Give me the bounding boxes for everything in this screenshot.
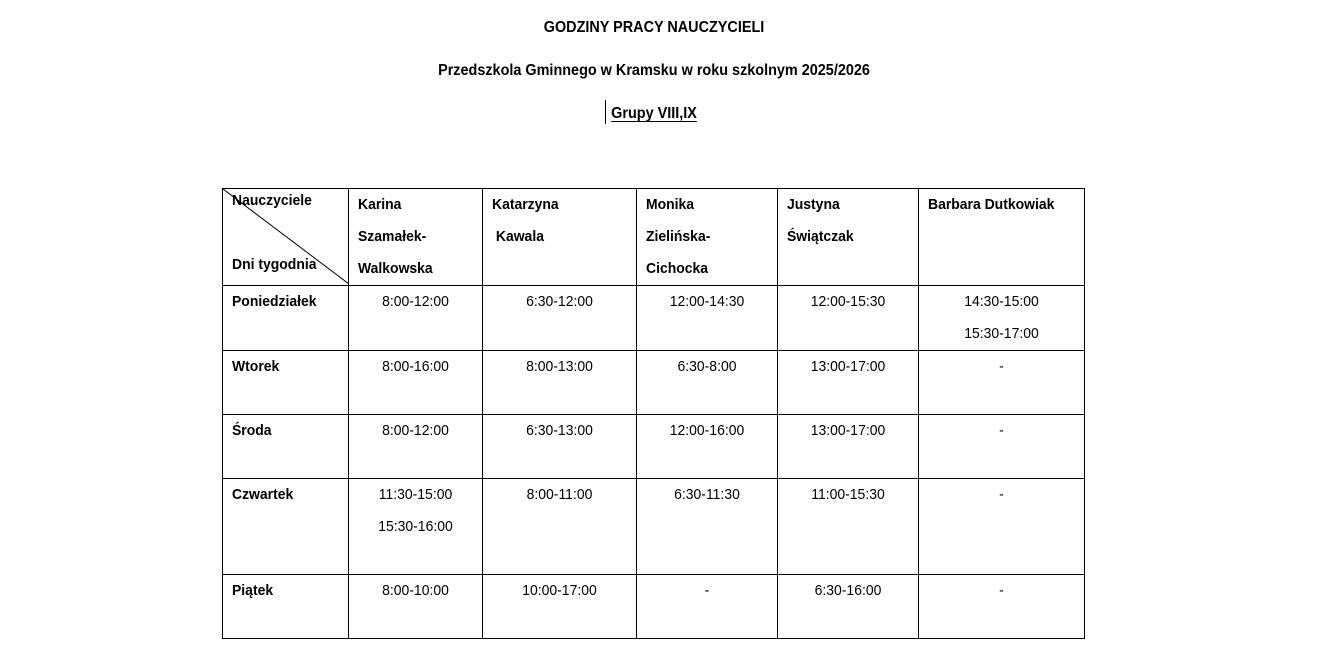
hours-cell [483,286,637,351]
day-cell [223,286,349,351]
day-label: Środa [232,422,272,439]
document-subtitle: Przedszkola Gminnego w Kramsku w roku szkolnym 2025/2026 [438,62,870,79]
schedule-row [223,351,1085,415]
corner-label-days: Dni tygodnia [232,256,317,273]
schedule-table [222,188,1085,639]
teacher-name-line: Barbara Dutkowiak [928,196,1055,213]
hours-value: 13:00-17:00 [810,358,886,375]
teacher-name-line: Cichocka [646,260,709,277]
day-label: Poniedziałek [232,293,317,310]
corner-cell [223,189,349,286]
hours-value: 12:00-15:30 [810,293,886,310]
text-cursor [605,100,606,124]
hours-cell [349,351,483,415]
teacher-name-line: Justyna [787,196,840,213]
teacher-name-line: Świątczak [787,228,854,245]
hours-value: 6:30-16:00 [814,582,882,599]
hours-cell [483,479,637,575]
teacher-header [778,189,919,286]
schedule-row [223,415,1085,479]
hours-value: 8:00-12:00 [382,422,449,439]
hours-cell [637,351,778,415]
hours-cell [919,286,1085,351]
hours-value: 8:00-16:00 [382,358,449,375]
hours-cell [919,351,1085,415]
hours-value: 8:00-12:00 [382,293,449,310]
teacher-name-line: Zielińska- [646,228,711,245]
corner-label-teachers: Nauczyciele [232,192,312,209]
teacher-name-line: Szamałek- [358,228,427,245]
day-label: Czwartek [232,486,294,503]
hours-cell [919,479,1085,575]
hours-value: - [999,486,1004,503]
hours-cell [637,575,778,639]
teacher-header [919,189,1085,286]
day-label: Piątek [232,582,274,599]
hours-cell [637,415,778,479]
hours-value: - [999,582,1004,599]
hours-cell [919,415,1085,479]
hours-value: 13:00-17:00 [810,422,886,439]
day-cell [223,575,349,639]
hours-value: - [704,582,710,599]
hours-cell [349,286,483,351]
header-row [223,189,1085,286]
day-cell [223,351,349,415]
teacher-header [349,189,483,286]
teacher-header [637,189,778,286]
day-cell [223,415,349,479]
hours-cell [349,575,483,639]
teacher-name-line: Walkowska [358,260,433,277]
hours-value: 15:30-16:00 [378,518,453,535]
hours-value: 12:00-16:00 [669,422,745,439]
schedule-row [223,286,1085,351]
schedule-row [223,479,1085,575]
hours-value: 12:00-14:30 [669,293,745,310]
hours-cell [483,575,637,639]
hours-cell [637,286,778,351]
hours-cell [778,415,919,479]
groups-heading: Grupy VIII,IX [611,105,697,122]
hours-value: 10:00-17:00 [522,582,597,599]
document-title: GODZINY PRACY NAUCZYCIELI [543,19,765,36]
hours-cell [483,415,637,479]
teacher-header [483,189,637,286]
schedule-row [223,575,1085,639]
hours-cell [778,479,919,575]
hours-value: 6:30-12:00 [526,293,593,310]
hours-cell [919,575,1085,639]
hours-value: 6:30-8:00 [677,358,737,375]
teacher-name-line: Monika [646,196,695,213]
hours-value: 11:00-15:30 [811,486,885,503]
hours-cell [349,479,483,575]
hours-value: 14:30-15:00 [964,293,1039,310]
teacher-name-line: Karina [358,196,402,213]
hours-cell [483,351,637,415]
day-cell [223,479,349,575]
hours-cell [349,415,483,479]
hours-value: 15:30-17:00 [964,325,1039,342]
hours-value: 8:00-13:00 [526,358,593,375]
hours-value: 8:00-11:00 [526,486,593,503]
hours-value: 8:00-10:00 [382,582,449,599]
hours-value: 6:30-13:00 [526,422,593,439]
hours-value: 6:30-11:30 [674,486,740,503]
hours-cell [778,286,919,351]
hours-value: 11:30-15:00 [378,486,453,503]
teacher-name-line: Katarzyna [492,196,559,213]
teacher-name-line: Kawala [492,228,544,245]
hours-cell [778,575,919,639]
hours-value: - [999,422,1004,439]
hours-value: - [999,358,1004,375]
day-label: Wtorek [232,358,280,375]
hours-cell [637,479,778,575]
hours-cell [778,351,919,415]
